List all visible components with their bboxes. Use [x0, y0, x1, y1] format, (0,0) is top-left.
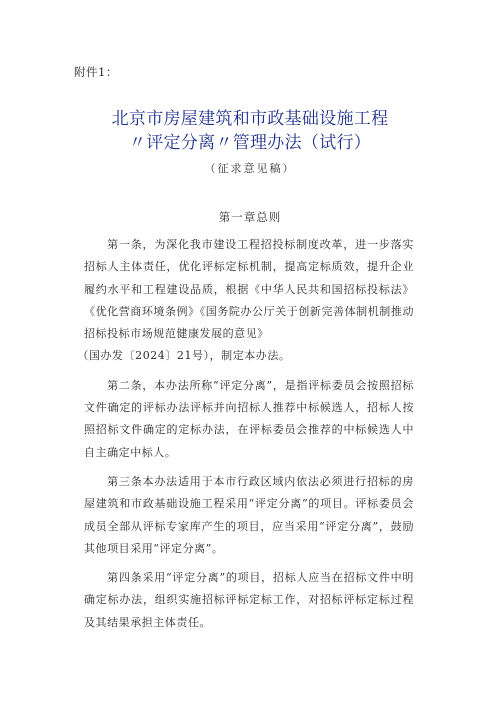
document-title-line-2: 〃评定分离〃管理办法（试行） — [128, 133, 372, 153]
article-4: 第四条采用“评定分离”的项目，招标人应当在招标文件中明确定标办法，组织实施招标评标定标工作，对招标评标定标过程及其结果承担主体责任。 — [84, 571, 414, 629]
document-title-line-1: 北京市房屋建筑和市政基础设施工程 — [111, 109, 389, 129]
document-body — [77, 234, 414, 634]
draft-note: （征求意见稿） — [204, 162, 296, 175]
article-3: 第三条本办法适用于本市行政区域内依法必须进行招标的房屋建筑和市政基础设施工程采用“评定分离”的项目。评标委员会成员全部从评标专家库产生的项目，应当采用“评定分离”，鼓励其他项目采用“评定分离”。 — [84, 474, 414, 555]
attachment-label: 附件1： — [74, 65, 118, 79]
chapter-heading: 第一章总则 — [218, 210, 282, 224]
article-2: 第二条，本办法所称“评定分离”，是指评标委员会按照招标文件确定的评标办法评标并向招标人推荐中标候选人，招标人按照招标文件确定的定标办法，在评标委员会推荐的中标候选人中自主确定中标人。 — [84, 378, 414, 459]
article-1: 第一条，为深化我市建设工程招投标制度改革，进一步落实招标人主体责任，优化评标定标机制，提高定标质效，提升企业履约水平和工程建设品质，根据《中华人民共和国招标投标法》《优化营商环境条例》《国务院办公厅关于创新完善体制机制推动招标投标市场规范健康发展的意见》 — [84, 238, 414, 341]
article-1-continuation: （国办发〔2024〕21号），制定本办法。 — [77, 349, 291, 363]
